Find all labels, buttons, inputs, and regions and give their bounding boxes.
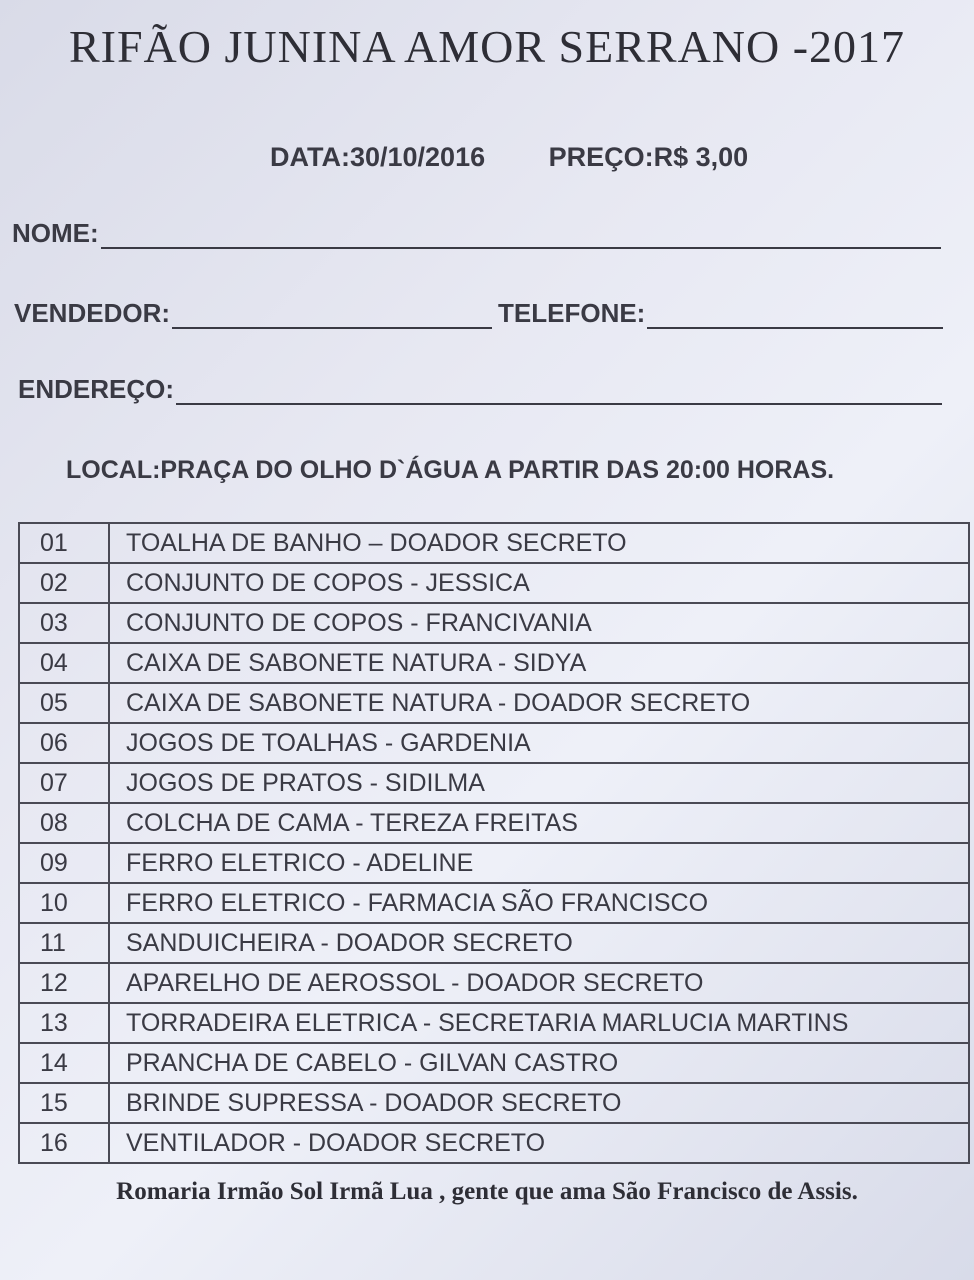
price-text: PREÇO:R$ 3,00 [548, 142, 749, 172]
address-label: ENDEREÇO: [18, 374, 175, 404]
name-label: NOME: [12, 218, 99, 248]
item-number: 02 [19, 563, 109, 603]
table-row [19, 1043, 969, 1083]
seller-line [172, 303, 492, 329]
item-number: 11 [19, 923, 109, 963]
date-text: DATA:30/10/2016 [270, 142, 486, 172]
item-number: 04 [19, 643, 109, 683]
item-number: 06 [19, 723, 109, 763]
item-description: SANDUICHEIRA - DOADOR SECRETO [109, 923, 969, 963]
seller-field [14, 298, 943, 329]
table-row [19, 563, 969, 603]
table-row [19, 923, 969, 963]
address-field [18, 374, 942, 405]
location-text: LOCAL:PRAÇA DO OLHO D`ÁGUA A PARTIR DAS 20:00 HORAS. [66, 456, 835, 484]
item-description: CAIXA DE SABONETE NATURA - DOADOR SECRETO [109, 683, 969, 723]
table-row [19, 803, 969, 843]
item-description: CONJUNTO DE COPOS - JESSICA [109, 563, 969, 603]
item-description: APARELHO DE AEROSSOL - DOADOR SECRETO [109, 963, 969, 1003]
item-description: TOALHA DE BANHO – DOADOR SECRETO [109, 523, 969, 563]
table-row [19, 963, 969, 1003]
seller-label: VENDEDOR: [14, 298, 171, 328]
table-row [19, 523, 969, 563]
item-description: CAIXA DE SABONETE NATURA - SIDYA [109, 643, 969, 683]
item-number: 12 [19, 963, 109, 1003]
info-line [270, 142, 748, 173]
item-description: CONJUNTO DE COPOS - FRANCIVANIA [109, 603, 969, 643]
item-number: 03 [19, 603, 109, 643]
item-number: 01 [19, 523, 109, 563]
item-description: JOGOS DE PRATOS - SIDILMA [109, 763, 969, 803]
item-number: 16 [19, 1123, 109, 1163]
items-table [18, 522, 970, 1164]
item-number: 09 [19, 843, 109, 883]
table-row [19, 1083, 969, 1123]
phone-label: TELEFONE: [498, 298, 646, 328]
table-row [19, 1003, 969, 1043]
item-description: TORRADEIRA ELETRICA - SECRETARIA MARLUCIA MARTINS [109, 1003, 969, 1043]
item-number: 10 [19, 883, 109, 923]
page-title: RIFÃO JUNINA AMOR SERRANO -2017 [68, 21, 906, 72]
item-number: 13 [19, 1003, 109, 1043]
item-description: VENTILADOR - DOADOR SECRETO [109, 1123, 969, 1163]
table-row [19, 763, 969, 803]
table-row [19, 843, 969, 883]
phone-line [647, 303, 943, 329]
name-field [12, 218, 941, 249]
item-number: 05 [19, 683, 109, 723]
item-description: PRANCHA DE CABELO - GILVAN CASTRO [109, 1043, 969, 1083]
item-number: 14 [19, 1043, 109, 1083]
item-description: JOGOS DE TOALHAS - GARDENIA [109, 723, 969, 763]
table-row [19, 723, 969, 763]
table-row [19, 643, 969, 683]
item-description: FERRO ELETRICO - ADELINE [109, 843, 969, 883]
item-number: 08 [19, 803, 109, 843]
table-row [19, 1123, 969, 1163]
name-line [101, 223, 941, 249]
item-description: COLCHA DE CAMA - TEREZA FREITAS [109, 803, 969, 843]
table-row [19, 883, 969, 923]
table-row [19, 603, 969, 643]
footer-text: Romaria Irmão Sol Irmã Lua , gente que ama São Francisco de Assis. [116, 1178, 858, 1205]
item-description: BRINDE SUPRESSA - DOADOR SECRETO [109, 1083, 969, 1123]
item-description: FERRO ELETRICO - FARMACIA SÃO FRANCISCO [109, 883, 969, 923]
table-row [19, 683, 969, 723]
address-line [176, 379, 942, 405]
item-number: 07 [19, 763, 109, 803]
item-number: 15 [19, 1083, 109, 1123]
